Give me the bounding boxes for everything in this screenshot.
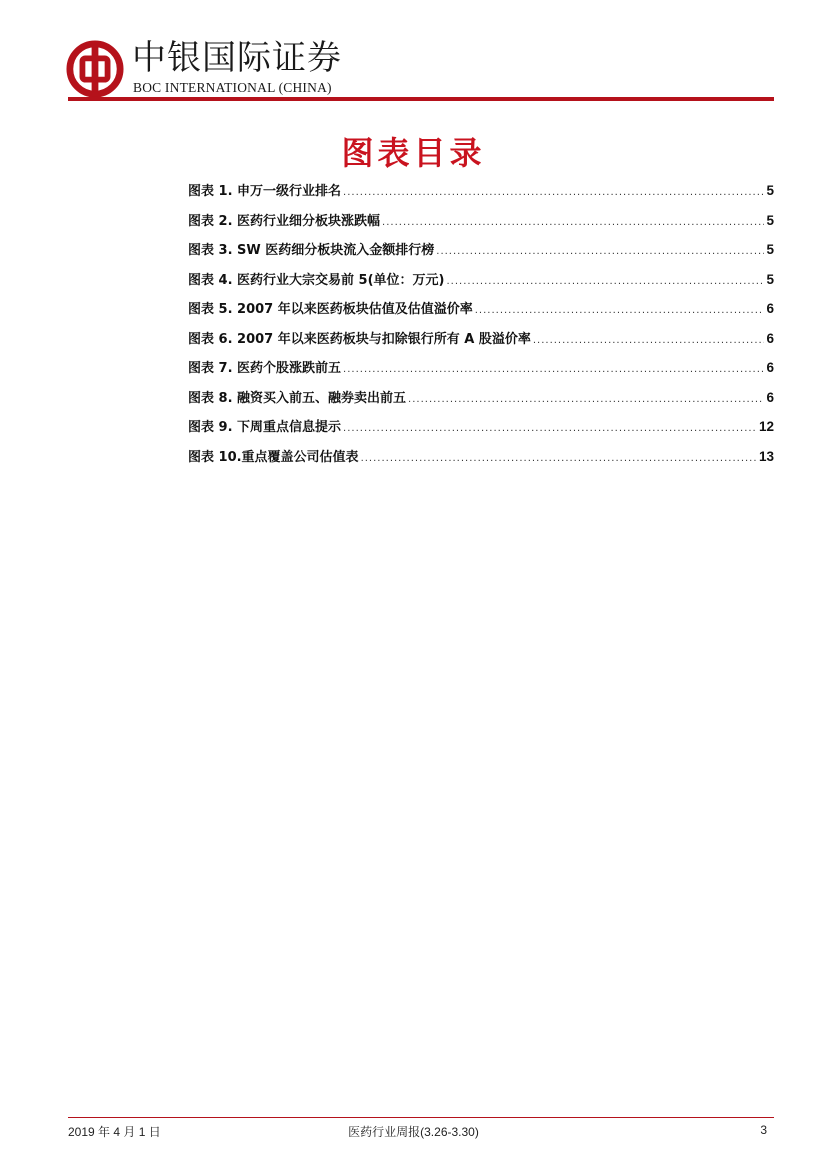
toc-entry-page: 6 bbox=[766, 330, 774, 346]
toc-entry-page: 6 bbox=[766, 301, 774, 316]
toc-entry[interactable] bbox=[188, 416, 774, 446]
toc-entry[interactable] bbox=[188, 210, 774, 240]
toc-leader-dots bbox=[436, 246, 764, 257]
toc-entry-page: 6 bbox=[766, 389, 774, 405]
toc-entry-label: 图表 3. SW 医药细分板块流入金额排行榜 bbox=[188, 243, 435, 258]
toc-leader-dots bbox=[343, 187, 764, 198]
boc-logo-icon bbox=[66, 40, 124, 98]
toc-entry-page: 13 bbox=[758, 448, 774, 464]
page-title: 图表目录 bbox=[341, 134, 486, 172]
toc-entry[interactable] bbox=[188, 180, 774, 210]
toc-entry-label: 图表 5. 2007 年以来医药板块估值及估值溢价率 bbox=[188, 302, 473, 317]
toc-entry-page: 12 bbox=[758, 419, 774, 434]
toc-leader-dots bbox=[475, 305, 765, 316]
brand-name-en: BOC INTERNATIONAL (CHINA) bbox=[133, 80, 332, 95]
toc-entry[interactable] bbox=[188, 239, 774, 269]
footer-page-number: 3 bbox=[760, 1123, 767, 1137]
toc-entry-label: 图表 9. 下周重点信息提示 bbox=[188, 420, 342, 435]
toc-entry-label: 图表 7. 医药个股涨跌前五 bbox=[188, 361, 342, 376]
footer-divider bbox=[68, 1117, 774, 1118]
toc-entry-label: 图表 4. 医药行业大宗交易前 5(单位：万元) bbox=[188, 272, 445, 288]
toc-leader-dots bbox=[533, 335, 765, 346]
header-divider bbox=[68, 97, 774, 101]
toc-leader-dots bbox=[343, 364, 764, 375]
toc-entry-page: 5 bbox=[766, 212, 774, 228]
toc-entry[interactable] bbox=[188, 387, 774, 417]
toc-entry-page: 5 bbox=[766, 271, 774, 287]
toc-entry-label: 图表 2. 医药行业细分板块涨跌幅 bbox=[188, 213, 381, 229]
header bbox=[66, 36, 774, 102]
toc-entry[interactable] bbox=[188, 357, 774, 387]
toc-leader-dots bbox=[343, 423, 757, 434]
footer-report-title: 医药行业周报(3.26-3.30) bbox=[348, 1125, 479, 1139]
toc-entry-label: 图表 10.重点覆盖公司估值表 bbox=[188, 449, 359, 465]
toc-leader-dots bbox=[447, 276, 765, 287]
toc-leader-dots bbox=[361, 453, 757, 464]
toc-leader-dots bbox=[408, 394, 764, 405]
brand-name-cn: 中银国际证券 bbox=[132, 38, 342, 78]
toc-entry-label: 图表 8. 融资买入前五、融券卖出前五 bbox=[188, 390, 407, 406]
toc-entry[interactable] bbox=[188, 298, 774, 328]
toc-leader-dots bbox=[382, 217, 764, 228]
toc-entry[interactable] bbox=[188, 446, 774, 476]
toc-entry-page: 5 bbox=[766, 242, 774, 257]
toc-entry-page: 5 bbox=[766, 183, 774, 198]
toc-entry-label: 图表 1. 申万一级行业排名 bbox=[188, 184, 342, 199]
toc-entry[interactable] bbox=[188, 328, 774, 358]
footer-date: 2019 年 4 月 1 日 bbox=[68, 1125, 161, 1139]
toc-entry-page: 6 bbox=[766, 360, 774, 375]
table-of-figures bbox=[188, 180, 774, 475]
toc-entry[interactable] bbox=[188, 269, 774, 299]
toc-entry-label: 图表 6. 2007 年以来医药板块与扣除银行所有 A 股溢价率 bbox=[188, 331, 531, 347]
